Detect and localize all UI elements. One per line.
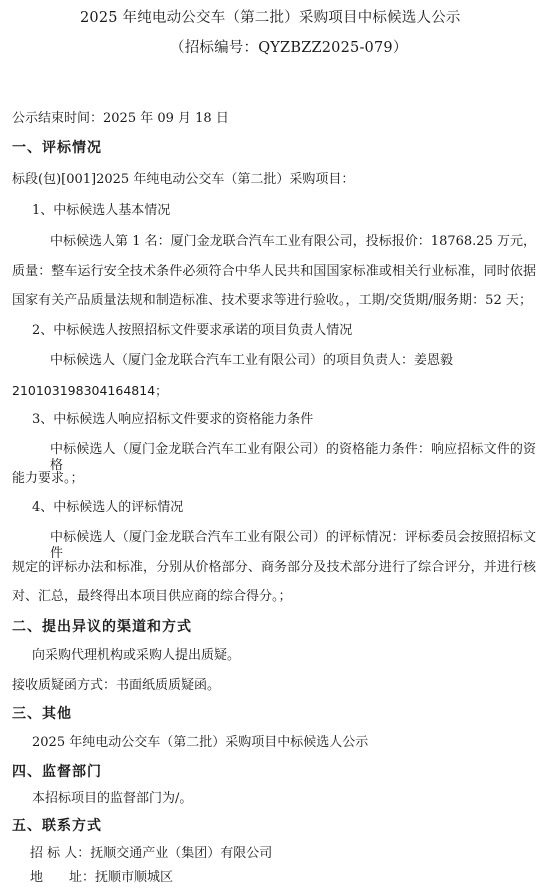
section-heading-other: 三、其他 [12,706,72,722]
notice-end-time: 公示结束时间：2025 年 09 月 18 日 [12,111,229,126]
section-heading-objection: 二、提出异议的渠道和方式 [12,619,192,635]
address-label: 地 址： [30,870,96,885]
item3-heading: 3、中标候选人响应招标文件要求的资格能力条件 [32,412,314,427]
item1-line3: 国家有关产品质量法规和制造标准、技术要求等进行验收。，工期/交货期/服务期：52 天； [12,293,532,308]
lot-description: 标段(包)[001]2025 年纯电动公交车（第二批）采购项目： [12,172,355,187]
item3-line1: 中标候选人（厦门金龙联合汽车工业有限公司）的资格能力条件：响应招标文件的资格 [50,442,536,473]
tenderer-row [30,846,272,862]
address-value: 抚顺市顺城区 [95,870,174,885]
other-line1: 2025 年纯电动公交车（第二批）采购项目中标候选人公示 [32,735,369,750]
item4-line1: 中标候选人（厦门金龙联合汽车工业有限公司）的评标情况：评标委员会按照招标文件 [50,530,536,561]
item2-heading: 2、中标候选人按照招标文件要求承诺的项目负责人情况 [32,323,353,338]
item1-line1: 中标候选人第 1 名：厦门金龙联合汽车工业有限公司，投标报价：18768.25 万元， [50,234,536,249]
document-title: 2025 年纯电动公交车（第二批）采购项目中标候选人公示 [80,10,461,26]
item2-line1: 中标候选人（厦门金龙联合汽车工业有限公司）的项目负责人：姜恩毅 [50,353,454,368]
tenderer-value: 抚顺交通产业（集团）有限公司 [90,846,273,861]
section-heading-evaluation: 一、评标情况 [12,140,102,156]
supervision-line1: 本招标项目的监督部门为/。 [32,791,193,806]
item4-heading: 4、中标候选人的评标情况 [32,500,184,515]
item3-line2: 能力要求。； [12,471,84,486]
section-heading-supervision: 四、监督部门 [12,764,102,780]
item1-heading: 1、中标候选人基本情况 [32,203,171,218]
bid-number: （招标编号：QYZBZZ2025-079） [170,40,408,56]
item4-line2: 规定的评标办法和标准，分别从价格部分、商务部分及技术部分进行了综合评分，并进行核 [12,560,536,575]
address-row [30,870,173,886]
tenderer-label: 招 标 人： [30,846,91,861]
item2-line2: 210103198304164814； [12,383,168,398]
section-heading-contact: 五、联系方式 [12,818,102,834]
objection-line1: 向采购代理机构或采购人提出质疑。 [32,648,241,663]
item4-line3: 对、汇总，最终得出本项目供应商的综合得分。； [12,589,292,604]
objection-line2: 接收质疑函方式：书面纸质质疑函。 [12,678,221,693]
item1-line2: 质量：整车运行安全技术条件必须符合中华人民共和国国家标准或相关行业标准，同时依据 [12,264,536,279]
